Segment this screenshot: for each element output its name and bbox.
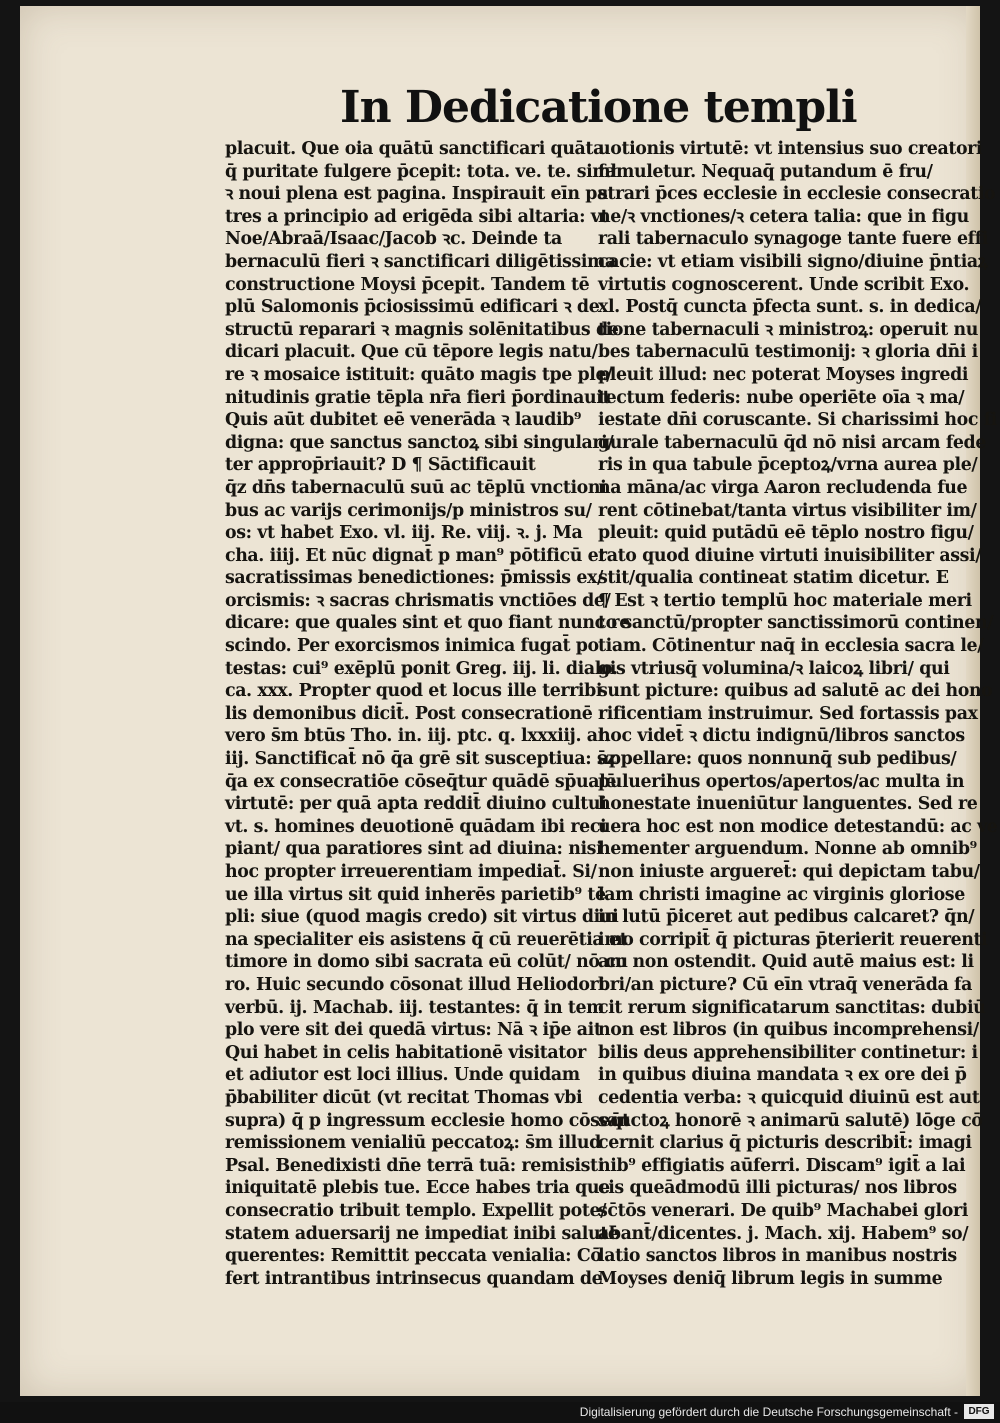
text-line: tione tabernaculi ꝛ ministroꝝ: operuit nu (598, 319, 978, 340)
text-line: fert intrantibus intrinsecus quandam de (225, 1268, 603, 1289)
text-line: cedentia verba: ꝛ quicquid diuinū est aut (598, 1087, 980, 1108)
text-line: bri/an picture? Cū eīn vtraq̄ venerāda fa (598, 974, 972, 995)
text-line: vero s̄m btūs Tho. in. iij. ptc. q. lxxxiij. ar. (225, 726, 611, 747)
text-line: na specialiter eis asistens q̄ cū reuerētia et (225, 929, 628, 950)
text-line: digna: que sanctus sanctoꝝ sibi singulari/ (225, 432, 614, 453)
text-line: strari p̄ces ecclesie in ecclesie consecratio (598, 184, 996, 205)
text-line: uotionis virtutē: vt intensius suo creatori (598, 139, 983, 159)
text-line: sacratissimas benedictiones: p̄missis ex/ (225, 568, 603, 589)
text-line: constructione Moysi p̄cepit. Tandem tē (225, 274, 590, 295)
text-line: piant/ qua paratiores sint ad diuina: nisi (225, 839, 603, 860)
text-line: iestate dn̄i coruscante. Si charissimi hoc fi (598, 410, 997, 431)
text-line: Qui habet in celis habitationē visitator (225, 1042, 586, 1063)
text-line: to sanctū/propter sanctissimorū continen/ (598, 613, 994, 634)
text-line: remissionem venialiū peccatoꝝ: s̄m illud (225, 1133, 601, 1154)
text-column-left (225, 138, 630, 1290)
text-line: structū reparari ꝛ magnis solēnitatibus de (225, 319, 619, 340)
text-line: bus ac varijs cerimonijs/p ministros su/ (225, 500, 592, 521)
text-line: orcismis: ꝛ sacras chrismatis vnctiōes de/ (225, 590, 611, 611)
text-line: rali tabernaculo synagoge tante fuere effi (598, 229, 989, 250)
text-line: cis queādmodū illi picturas/ nos libros (598, 1178, 957, 1199)
text-line: appellare: quos nonnunq̄ sub pedibus/ (598, 749, 957, 770)
text-line: ris in qua tabule p̄ceptoꝝ/vrna aurea ple/ (598, 455, 978, 476)
text-line: dicare: que quales sint et quo fiant nunc re (225, 613, 630, 634)
text-line: et adiutor est loci illius. Unde quidam (225, 1065, 580, 1086)
text-line: tres a principio ad erigēda sibi altaria: vt (225, 206, 609, 227)
text-line: iniquitatē plebis tue. Ecce habes tria que (225, 1178, 610, 1199)
text-line: plū Salomonis p̄ciosissimū edificari ꝛ de (225, 297, 600, 318)
text-line: Psal. Benedixisti dn̄e terrā tuā: remisisti (225, 1155, 604, 1176)
funding-notice: Digitalisierung gefördert durch die Deutsche Forschungsgemeinschaft - (579, 1405, 958, 1419)
text-line: Moyses deniq̄ librum legis in summe (598, 1268, 943, 1289)
text-line: non iniuste argueret̄: qui depictam tabu/ (598, 862, 980, 882)
book-page (20, 6, 998, 1396)
text-line: hoc propter irreuerentiam impediat̄. Si/ (225, 862, 597, 882)
text-line: tiam. Cōtinentur naq̄ in ecclesia sacra le/ (598, 636, 984, 657)
text-line: nib⁹ effigiatis aūferri. Discam⁹ igit̄ a lai (598, 1155, 966, 1176)
text-line: cacie: vt etiam visibili signo/diuine p̄ntiaꝝ (598, 251, 988, 272)
text-line: rato quod diuine virtuti inuisibiliter assi/ (598, 545, 982, 566)
text-line: ca. xxx. Propter quod et locus ille terribi (225, 681, 603, 702)
text-line: abant̄/dicentes. j. Mach. xij. Habem⁹ so/ (598, 1223, 969, 1244)
text-line: rent cōtinebat/tanta virtus visibiliter im/ (598, 500, 977, 521)
text-line: in quibus diuina mandata ꝛ ex ore dei p̄ (598, 1065, 967, 1086)
text-line: dicari placuit. Que cū tēpore legis natu/ (225, 342, 598, 363)
text-line: rificentiam instruimur. Sed fortassis pax (598, 703, 978, 724)
text-line: hementer arguendum. Nonne ab omnib⁹ (598, 839, 977, 860)
text-line: consecratio tribuit templo. Expellit pote/ (225, 1200, 607, 1221)
text-line: testas: cui⁹ exēplū ponit Greg. iij. li. dialo. (225, 658, 618, 679)
text-line: nitudinis gratie tēpla nr̄a fieri p̄ordinauit (225, 387, 611, 408)
text-line: p̄babiliter dicūt (vt recitat Thomas vbi (225, 1087, 583, 1108)
text-line: famuletur. Nequaq̄ putandum ē fru/ (598, 161, 933, 182)
text-line: in lutū p̄iceret aut pedibus calcaret? q̄n/ (598, 907, 975, 928)
text-line: lam christi imagine ac virginis gloriose (598, 884, 965, 905)
dfg-logo: DFG (964, 1404, 994, 1419)
text-line: timore in domo sibi sacrata eū colūt/ nō cu (225, 952, 628, 973)
text-line: ¶ Est ꝛ tertio templū hoc materiale meri (598, 590, 972, 611)
text-line: placuit. Que oia quātū sanctificari quāta (225, 139, 604, 159)
text-line: ꝛ noui plena est pagina. Inspirauit eīn pa (225, 184, 608, 205)
text-line: hoc videt̄ ꝛ dictu indignū/libros sanctos (598, 726, 965, 747)
text-line: statem aduersarij ne impediat inibi salutē (225, 1223, 619, 1244)
text-line: supra) q̄ p ingressum ecclesie homo cōseq̄t (225, 1110, 630, 1131)
text-line: gurale tabernaculū q̄d nō nisi arcam fede (598, 432, 986, 453)
text-line: cit rerum significatarum sanctitas: dubiū (598, 997, 986, 1018)
text-line: virtutē: per quā apta reddit̄ diuino cultui (225, 794, 607, 815)
text-line: ter approp̄riauit? D ¶ Sāctificauit (225, 455, 536, 476)
text-line: imo corripit̄ q̄ picturas p̄terierit reuerenti (598, 929, 988, 950)
text-line: sunt picture: quibus ad salutē ac dei hono (598, 681, 993, 702)
text-line: q̄ puritate fulgere p̄cepit: tota. ve. te. simł (225, 161, 617, 182)
text-line: q̄a ex consecratiōe cōseq̄tur quādē sp̄ualē (225, 771, 617, 792)
text-line: querentes: Remittit peccata venialia: Cō (225, 1246, 602, 1267)
text-line: pleuit illud: nec poterat Moyses ingredi (598, 364, 969, 385)
text-line: pli: siue (quod magis credo) sit virtus diui (225, 907, 619, 928)
text-line: plo vere sit dei quedā virtus: Nā ꝛ ip̄e ait (225, 1020, 602, 1041)
text-line: uera hoc est non modice detestandū: ac ve (598, 816, 998, 837)
text-line: tectum federis: nube operiēte oīa ꝛ ma/ (598, 387, 965, 408)
text-line: stit/qualia contineat statim dicetur. E (598, 568, 949, 589)
running-heading: In Dedicatione templi (340, 82, 857, 133)
text-line: gis vtriusq̄ volumina/ꝛ laicoꝝ libri/ qui (598, 658, 950, 679)
text-line: latio sanctos libros in manibus nostris (598, 1246, 957, 1267)
text-line: xl. Postq̄ cuncta p̄fecta sunt. s. in dedica/ (598, 297, 982, 318)
text-line: bilis deus apprehensibiliter continetur: i (598, 1042, 978, 1063)
text-line: scindo. Per exorcismos inimica fugat̄ po (225, 636, 599, 657)
text-line: Noe/Abraā/Isaac/Jacob ꝛc. Deinde ta (225, 229, 562, 250)
text-line: na māna/ac virga Aaron recludenda fue (598, 477, 968, 498)
text-line: re ꝛ mosaice istituit: quāto magis tpe ple/ (225, 364, 613, 385)
text-line: pleuit: quid putādū eē tēplo nostro figu/ (598, 523, 974, 544)
text-line: bes tabernaculū testimonij: ꝛ gloria dn̄i i (598, 342, 978, 363)
text-line: sanctoꝝ honorē ꝛ animarū salutē) lōge cō (598, 1110, 983, 1131)
text-line: bernaculū fieri ꝛ sanctificari diligētissima (225, 251, 616, 272)
text-line: non est libros (in quibus incomprehensi/ (598, 1020, 979, 1041)
text-line: honestate inueniūtur languentes. Sed re (598, 794, 978, 815)
text-line: cernit clarius q̄ picturis describit̄: imagi (598, 1133, 972, 1154)
text-line: sc̄tōs venerari. De quib⁹ Machabei glori (598, 1200, 968, 1221)
text-line: puluerihus opertos/apertos/ac multa in (598, 771, 965, 792)
text-line: am non ostendit. Quid autē maius est: li (598, 952, 974, 973)
text-line: q̄z dn̄s tabernaculū suū ac tēplū vnctioni (225, 477, 607, 498)
text-line: Quis aūt dubitet eē venerāda ꝛ laudib⁹ (225, 410, 582, 431)
text-line: vt. s. homines deuotionē quādam ibi reci (225, 816, 607, 837)
text-line: cha. iiij. Et nūc dignat̄ p man⁹ pōtificū et (225, 545, 606, 566)
text-line: verbū. ij. Machab. iij. testantes: q̄ in tem (225, 997, 605, 1018)
text-line: os: vt habet Exo. vl. iij. Re. viij. ꝛ. j. Ma (225, 523, 583, 544)
text-line: iij. Sanctificat̄ nō q̄a grē sit susceptiua: s̄z (225, 749, 616, 770)
text-line: ro. Huic secundo cōsonat illud Heliodori (225, 974, 605, 995)
text-line: lis demonibus dicit̄. Post consecrationē (225, 703, 593, 724)
text-line: virtutis cognoscerent. Unde scribit Exo. (598, 274, 970, 295)
text-line: ne/ꝛ vnctiones/ꝛ cetera talia: que in figu (598, 206, 969, 227)
text-line: ue illa virtus sit quid inherēs parietib⁹ tē (225, 884, 606, 905)
text-column-right (598, 138, 998, 1290)
